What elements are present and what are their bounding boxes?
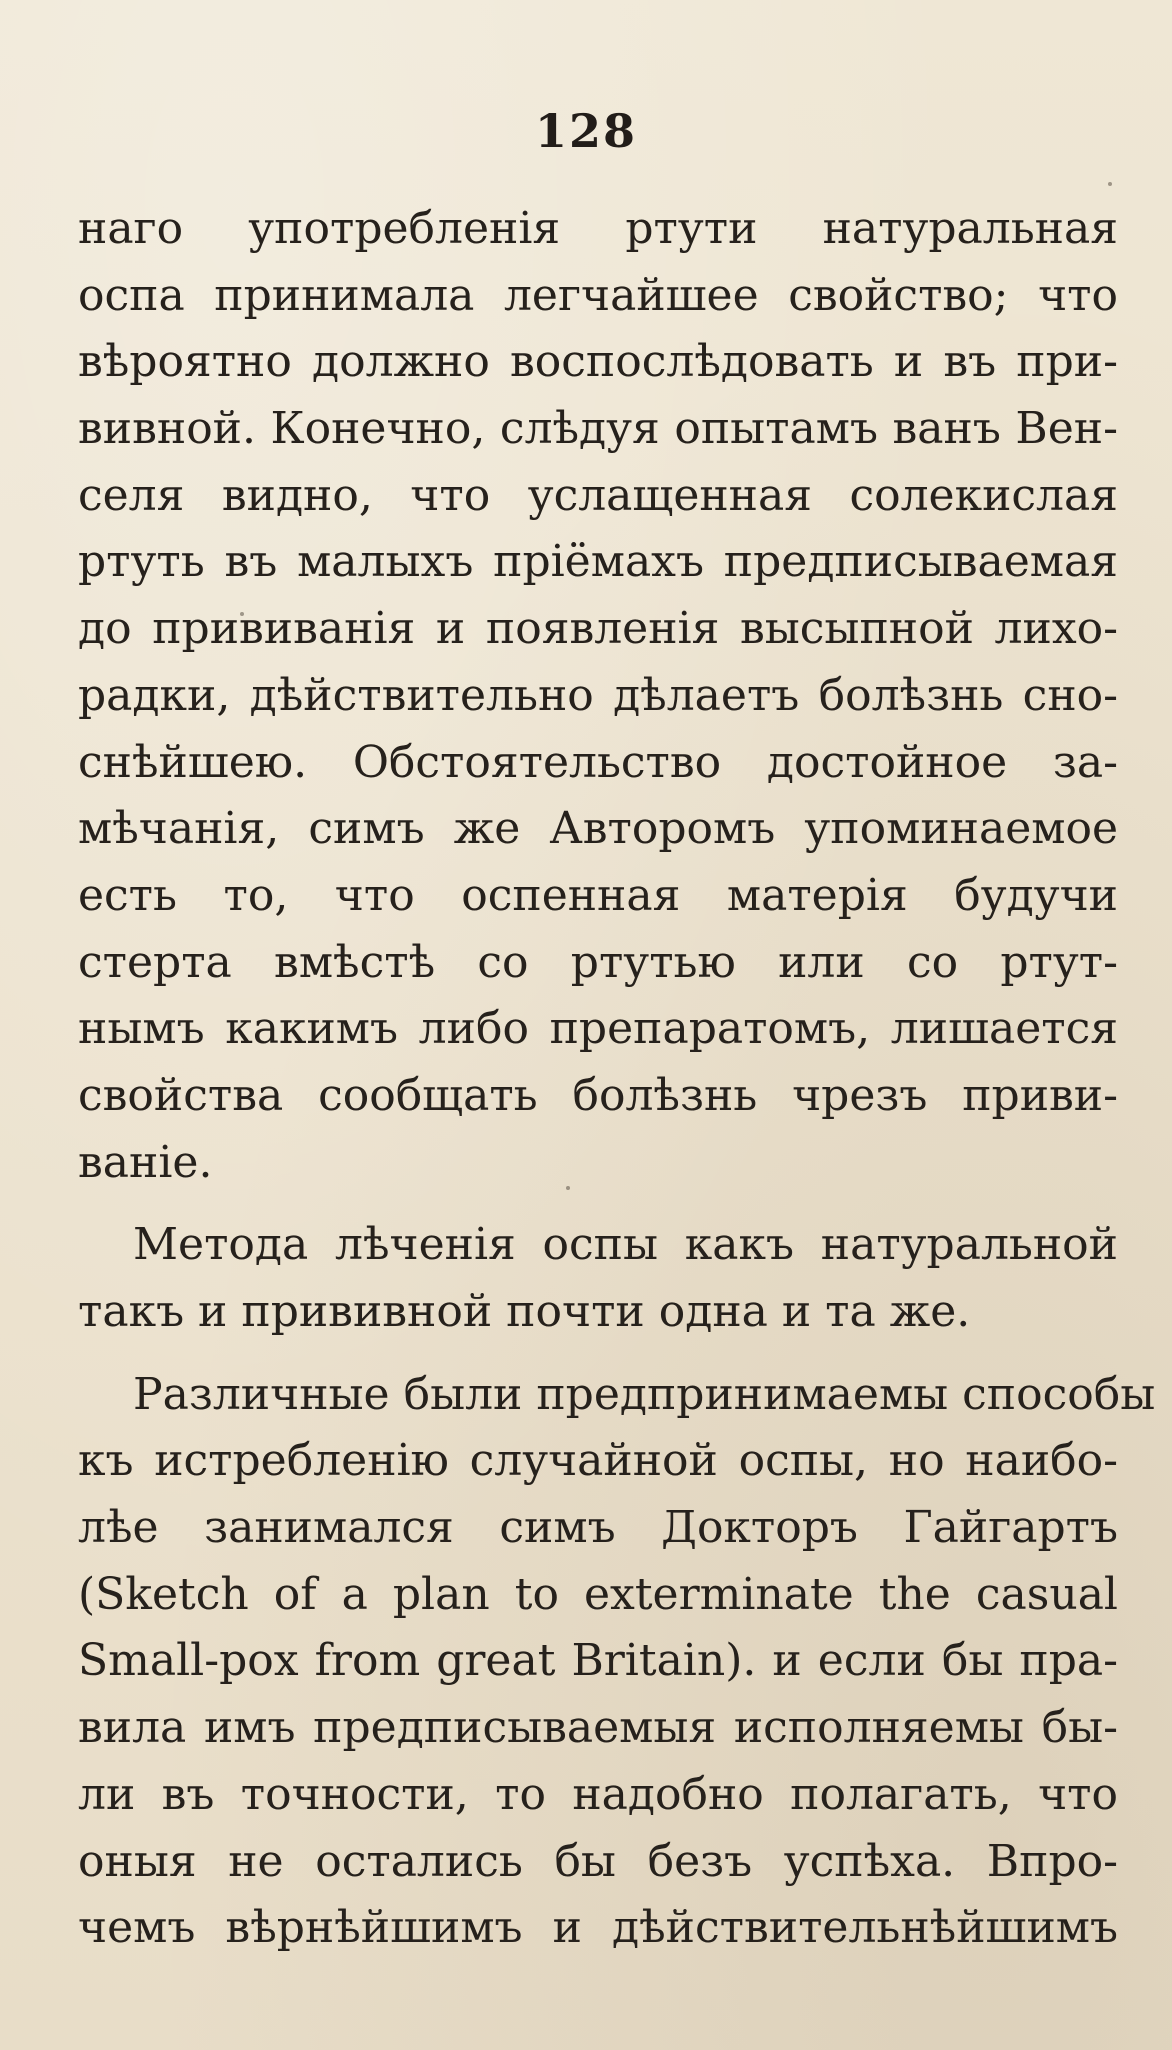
- paper-speck: [138, 1930, 142, 1934]
- text-line: Различные были предпринимаемы способы: [133, 1368, 1156, 1420]
- text-line: вѣроятно должно воспослѣдовать и въ при-: [78, 336, 1118, 388]
- text-line: (Sketch of a plan to exterminate the casual: [78, 1568, 1118, 1620]
- paragraph: [78, 1212, 1118, 1345]
- text-line: Метода лѣченія оспы какъ натуральной: [133, 1219, 1118, 1271]
- text-line: чемъ вѣрнѣйшимъ и дѣйствительнѣйшимъ: [78, 1902, 1118, 1954]
- text-line: такъ и прививной почти одна и та же.: [78, 1286, 971, 1337]
- body-text: [78, 196, 1156, 1962]
- text-line: оныя не остались бы безъ успѣха. Впро-: [78, 1835, 1118, 1887]
- text-line: ртуть въ малыхъ пріёмахъ предписываемая: [78, 536, 1118, 588]
- text-line: нымъ какимъ либо препаратомъ, лишается: [78, 1003, 1118, 1055]
- paragraph: [78, 196, 1118, 1196]
- text-line: лѣе занимался симъ Докторъ Гайгартъ: [78, 1502, 1118, 1554]
- text-line: ваніе.: [78, 1136, 213, 1188]
- paragraph: [78, 1362, 1156, 1962]
- text-line: радки, дѣйствительно дѣлаетъ болѣзнь сно-: [78, 669, 1118, 721]
- text-line: мѣчанія, симъ же Авторомъ упоминаемое: [78, 803, 1118, 855]
- text-line: наго употребленія ртути натуральная: [78, 203, 1118, 254]
- text-line: свойства сообщать болѣзнь чрезъ приви-: [78, 1069, 1118, 1121]
- paper-speck: [566, 1186, 570, 1190]
- text-line: селя видно, что услащенная солекислая: [78, 469, 1118, 521]
- text-line: до прививанія и появленія высыпной лихо-: [78, 603, 1118, 655]
- text-line: къ истребленію случайной оспы, но наибо-: [78, 1435, 1118, 1487]
- text-line: ли въ точности, то надобно полагать, что: [78, 1768, 1118, 1820]
- text-line: вила имъ предписываемыя исполняемы бы-: [78, 1702, 1118, 1754]
- paper-speck: [240, 612, 244, 616]
- text-line: стерта вмѣстѣ со ртутью или со ртут-: [78, 936, 1118, 988]
- text-line: Small-pox from great Britain). и если бы пра-: [78, 1635, 1118, 1687]
- text-line: вивной. Конечно, слѣдуя опытамъ ванъ Вен-: [78, 403, 1118, 455]
- paper-speck: [1108, 182, 1112, 186]
- text-line: снѣйшею. Обстоятельство достойное за-: [78, 736, 1118, 788]
- paragraph-spacer: [78, 1196, 1118, 1212]
- paragraph-spacer: [78, 1346, 1118, 1362]
- page-number: 128: [534, 104, 638, 158]
- text-line: есть то, что оспенная матерія будучи: [78, 869, 1118, 921]
- text-line: оспа принимала легчайшее свойство; что: [78, 269, 1118, 321]
